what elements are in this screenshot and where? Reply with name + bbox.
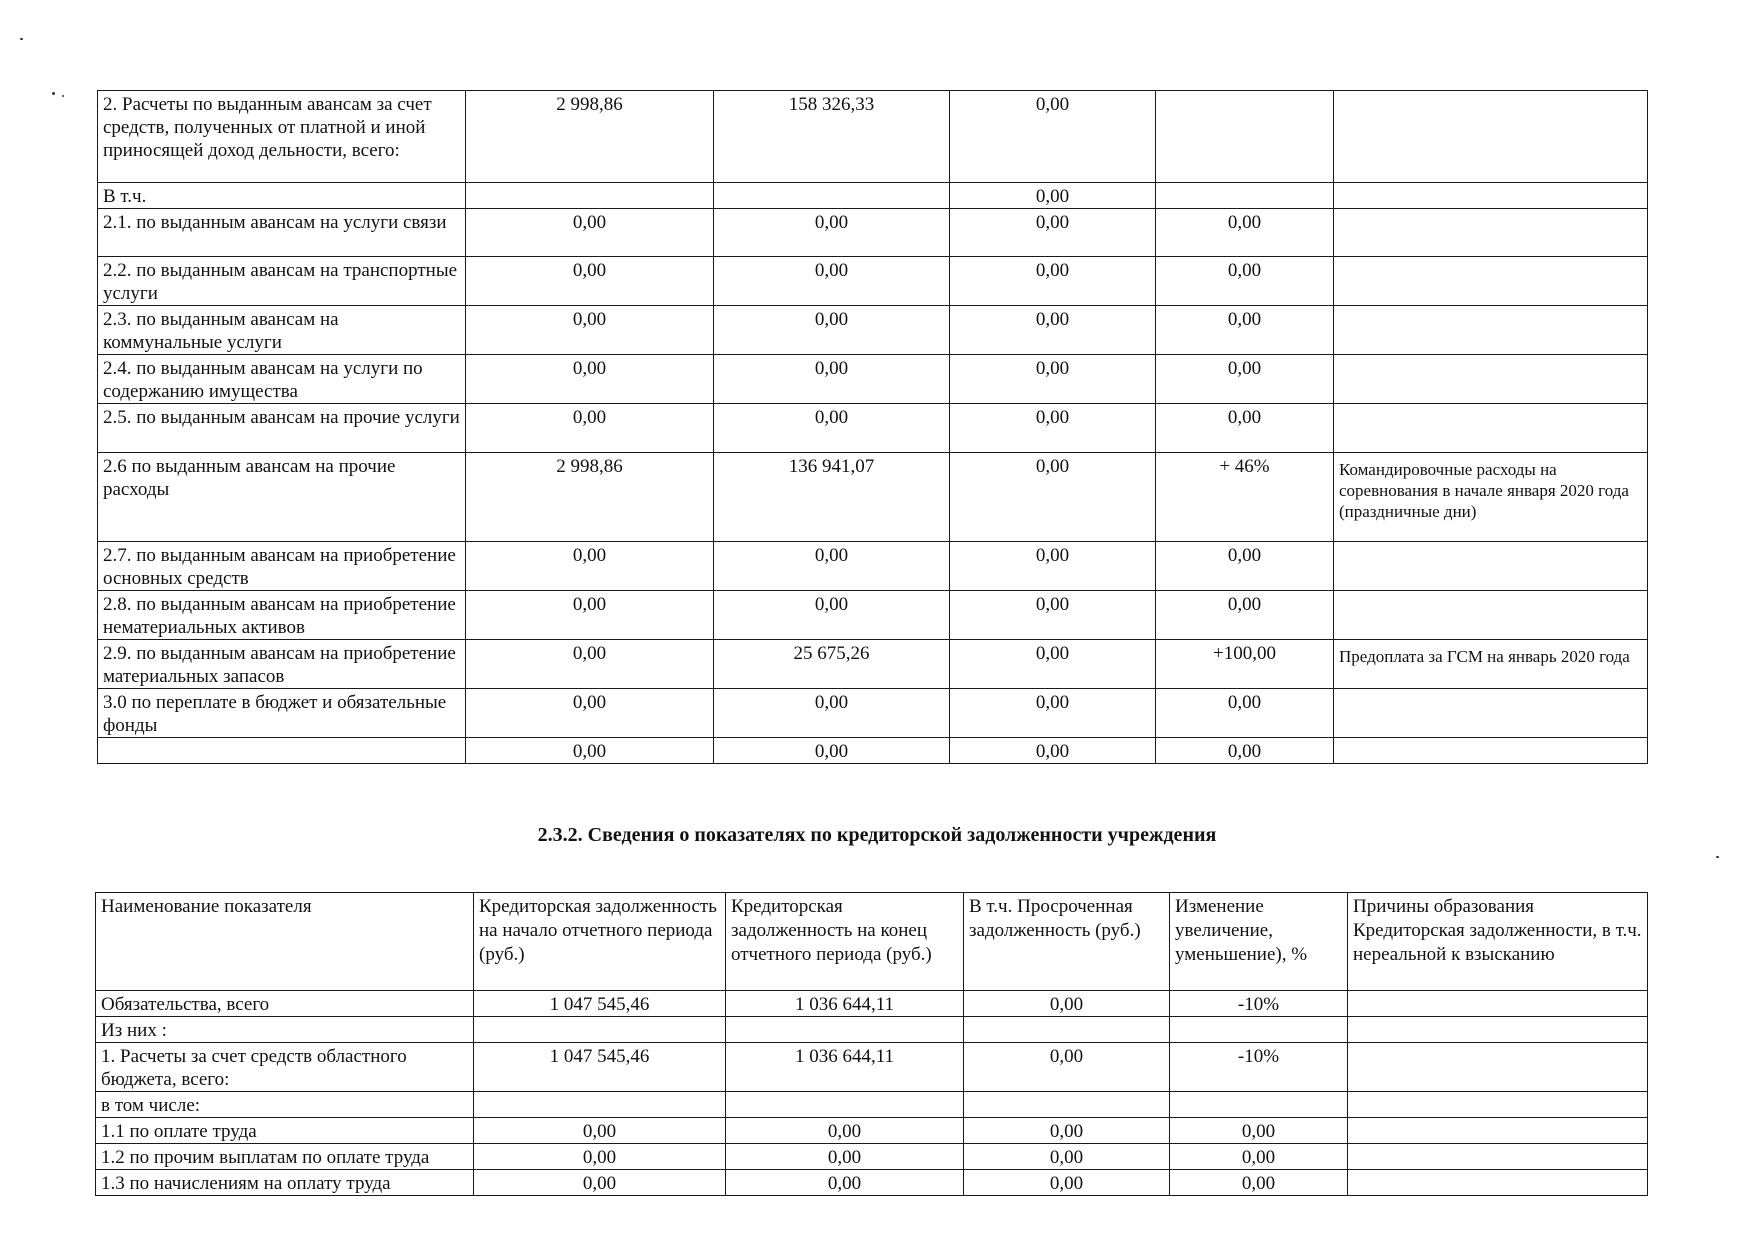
table-row (98, 404, 1648, 453)
change-percent (1156, 183, 1334, 209)
row-name: 1.1 по оплате труда (96, 1118, 474, 1144)
row-name: 2.9. по выданным авансам на приобретение материальных запасов (98, 640, 466, 689)
end-amount: 0,00 (714, 306, 950, 355)
overdue-amount (964, 1017, 1170, 1043)
change-percent: -10% (1170, 991, 1348, 1017)
change-percent: 0,00 (1156, 257, 1334, 306)
change-percent: 0,00 (1170, 1170, 1348, 1196)
reason-note (1334, 542, 1648, 591)
overdue-amount: 0,00 (964, 1144, 1170, 1170)
overdue-amount: 0,00 (964, 991, 1170, 1017)
row-name: 2.6 по выданным авансам на прочие расходы (98, 453, 466, 542)
end-amount: 25 675,26 (714, 640, 950, 689)
start-amount: 0,00 (466, 689, 714, 738)
reason-note: Предоплата за ГСМ на январь 2020 года (1334, 640, 1648, 689)
start-amount: 1 047 545,46 (474, 1043, 726, 1092)
table-row (96, 1043, 1648, 1092)
table-row (96, 1118, 1648, 1144)
reason-note (1334, 306, 1648, 355)
overdue-amount: 0,00 (950, 306, 1156, 355)
table-row (96, 1017, 1648, 1043)
end-amount: 0,00 (714, 689, 950, 738)
table-row (96, 1170, 1648, 1196)
overdue-amount: 0,00 (950, 453, 1156, 542)
start-amount: 1 047 545,46 (474, 991, 726, 1017)
change-percent: 0,00 (1170, 1118, 1348, 1144)
reason-note (1348, 1170, 1648, 1196)
table-row (98, 738, 1648, 764)
change-percent: + 46% (1156, 453, 1334, 542)
end-amount (726, 1017, 964, 1043)
change-percent (1156, 91, 1334, 183)
table-row (98, 257, 1648, 306)
end-amount: 0,00 (726, 1144, 964, 1170)
change-percent: 0,00 (1156, 689, 1334, 738)
table-row (98, 183, 1648, 209)
receivables-table (97, 90, 1648, 764)
row-name: Из них : (96, 1017, 474, 1043)
start-amount: 2 998,86 (466, 91, 714, 183)
table-header-row (96, 893, 1648, 991)
change-percent: 0,00 (1156, 306, 1334, 355)
overdue-amount: 0,00 (950, 591, 1156, 640)
header-change: Изменение увеличение, уменьшение), % (1170, 893, 1348, 991)
reason-note (1348, 991, 1648, 1017)
table-row (96, 1092, 1648, 1118)
table-row (96, 1144, 1648, 1170)
overdue-amount: 0,00 (950, 257, 1156, 306)
reason-note (1334, 591, 1648, 640)
reason-note (1334, 404, 1648, 453)
end-amount: 1 036 644,11 (726, 1043, 964, 1092)
reason-note (1334, 183, 1648, 209)
row-name: 1.3 по начислениям на оплату труда (96, 1170, 474, 1196)
overdue-amount: 0,00 (950, 209, 1156, 257)
start-amount: 0,00 (466, 640, 714, 689)
start-amount: 0,00 (466, 209, 714, 257)
overdue-amount: 0,00 (964, 1170, 1170, 1196)
table-row (98, 91, 1648, 183)
header-end-amount: Кредиторская задолженность на конец отчетного периода (руб.) (726, 893, 964, 991)
header-reasons: Причины образования Кредиторская задолженности, в т.ч. нереальной к взысканию (1348, 893, 1648, 991)
end-amount (714, 183, 950, 209)
row-name: 2.3. по выданным авансам на коммунальные услуги (98, 306, 466, 355)
start-amount (474, 1092, 726, 1118)
start-amount: 0,00 (466, 306, 714, 355)
change-percent: 0,00 (1156, 591, 1334, 640)
start-amount: 0,00 (474, 1144, 726, 1170)
change-percent: -10% (1170, 1043, 1348, 1092)
row-name: 2.5. по выданным авансам на прочие услуги (98, 404, 466, 453)
reason-note (1334, 738, 1648, 764)
payables-table (95, 892, 1648, 1196)
start-amount: 0,00 (466, 738, 714, 764)
start-amount: 0,00 (466, 591, 714, 640)
overdue-amount: 0,00 (964, 1118, 1170, 1144)
end-amount: 0,00 (726, 1170, 964, 1196)
row-name: 3.0 по переплате в бюджет и обязательные фонды (98, 689, 466, 738)
row-name (98, 738, 466, 764)
change-percent: +100,00 (1156, 640, 1334, 689)
overdue-amount: 0,00 (950, 689, 1156, 738)
start-amount (466, 183, 714, 209)
row-name: 2.4. по выданным авансам на услуги по содержанию имущества (98, 355, 466, 404)
end-amount: 136 941,07 (714, 453, 950, 542)
row-name: В т.ч. (98, 183, 466, 209)
change-percent: 0,00 (1170, 1144, 1348, 1170)
start-amount: 0,00 (466, 404, 714, 453)
change-percent (1170, 1017, 1348, 1043)
end-amount: 0,00 (714, 542, 950, 591)
end-amount: 0,00 (714, 404, 950, 453)
end-amount: 0,00 (714, 738, 950, 764)
end-amount: 0,00 (714, 209, 950, 257)
row-name: в том числе: (96, 1092, 474, 1118)
reason-note (1348, 1043, 1648, 1092)
row-name: Обязательства, всего (96, 991, 474, 1017)
change-percent: 0,00 (1156, 355, 1334, 404)
reason-note (1348, 1017, 1648, 1043)
start-amount (474, 1017, 726, 1043)
table-row (96, 991, 1648, 1017)
scan-speck (62, 95, 64, 97)
change-percent (1170, 1092, 1348, 1118)
row-name: 2.8. по выданным авансам на приобретение нематериальных активов (98, 591, 466, 640)
end-amount: 158 326,33 (714, 91, 950, 183)
overdue-amount: 0,00 (964, 1043, 1170, 1092)
overdue-amount: 0,00 (950, 738, 1156, 764)
reason-note: Командировочные расходы на соревнования в начале января 2020 года (праздничные дни) (1334, 453, 1648, 542)
table-row (98, 453, 1648, 542)
table-row (98, 542, 1648, 591)
end-amount: 1 036 644,11 (726, 991, 964, 1017)
reason-note (1348, 1118, 1648, 1144)
table-row (98, 209, 1648, 257)
table-row (98, 306, 1648, 355)
table-row (98, 640, 1648, 689)
reason-note (1348, 1144, 1648, 1170)
row-name: 2.7. по выданным авансам на приобретение основных средств (98, 542, 466, 591)
reason-note (1334, 355, 1648, 404)
end-amount (726, 1092, 964, 1118)
row-name: 2. Расчеты по выданным авансам за счет средств, полученных от платной и иной приносящей доход дельности, всего: (98, 91, 466, 183)
start-amount: 0,00 (474, 1118, 726, 1144)
header-overdue: В т.ч. Просроченная задолженность (руб.) (964, 893, 1170, 991)
reason-note (1334, 689, 1648, 738)
reason-note (1334, 257, 1648, 306)
scan-speck (20, 38, 23, 40)
start-amount: 0,00 (466, 355, 714, 404)
overdue-amount: 0,00 (950, 404, 1156, 453)
reason-note (1334, 209, 1648, 257)
overdue-amount: 0,00 (950, 542, 1156, 591)
section-title: 2.3.2. Сведения о показателях по кредиторской задолженности учреждения (537, 824, 1217, 846)
reason-note (1348, 1092, 1648, 1118)
overdue-amount: 0,00 (950, 91, 1156, 183)
end-amount: 0,00 (714, 355, 950, 404)
row-name: 2.1. по выданным авансам на услуги связи (98, 209, 466, 257)
end-amount: 0,00 (714, 591, 950, 640)
header-start-amount: Кредиторская задолженность на начало отчетного периода (руб.) (474, 893, 726, 991)
reason-note (1334, 91, 1648, 183)
change-percent: 0,00 (1156, 542, 1334, 591)
end-amount: 0,00 (726, 1118, 964, 1144)
start-amount: 0,00 (466, 257, 714, 306)
scan-speck (1716, 856, 1719, 858)
row-name: 1. Расчеты за счет средств областного бюджета, всего: (96, 1043, 474, 1092)
overdue-amount: 0,00 (950, 183, 1156, 209)
start-amount: 0,00 (466, 542, 714, 591)
row-name: 2.2. по выданным авансам на транспортные услуги (98, 257, 466, 306)
overdue-amount (964, 1092, 1170, 1118)
overdue-amount: 0,00 (950, 355, 1156, 404)
table-row (98, 355, 1648, 404)
start-amount: 0,00 (474, 1170, 726, 1196)
table-row (98, 591, 1648, 640)
change-percent: 0,00 (1156, 209, 1334, 257)
header-indicator-name: Наименование показателя (96, 893, 474, 991)
overdue-amount: 0,00 (950, 640, 1156, 689)
start-amount: 2 998,86 (466, 453, 714, 542)
change-percent: 0,00 (1156, 404, 1334, 453)
scan-speck (52, 92, 55, 95)
end-amount: 0,00 (714, 257, 950, 306)
table-row (98, 689, 1648, 738)
change-percent: 0,00 (1156, 738, 1334, 764)
row-name: 1.2 по прочим выплатам по оплате труда (96, 1144, 474, 1170)
